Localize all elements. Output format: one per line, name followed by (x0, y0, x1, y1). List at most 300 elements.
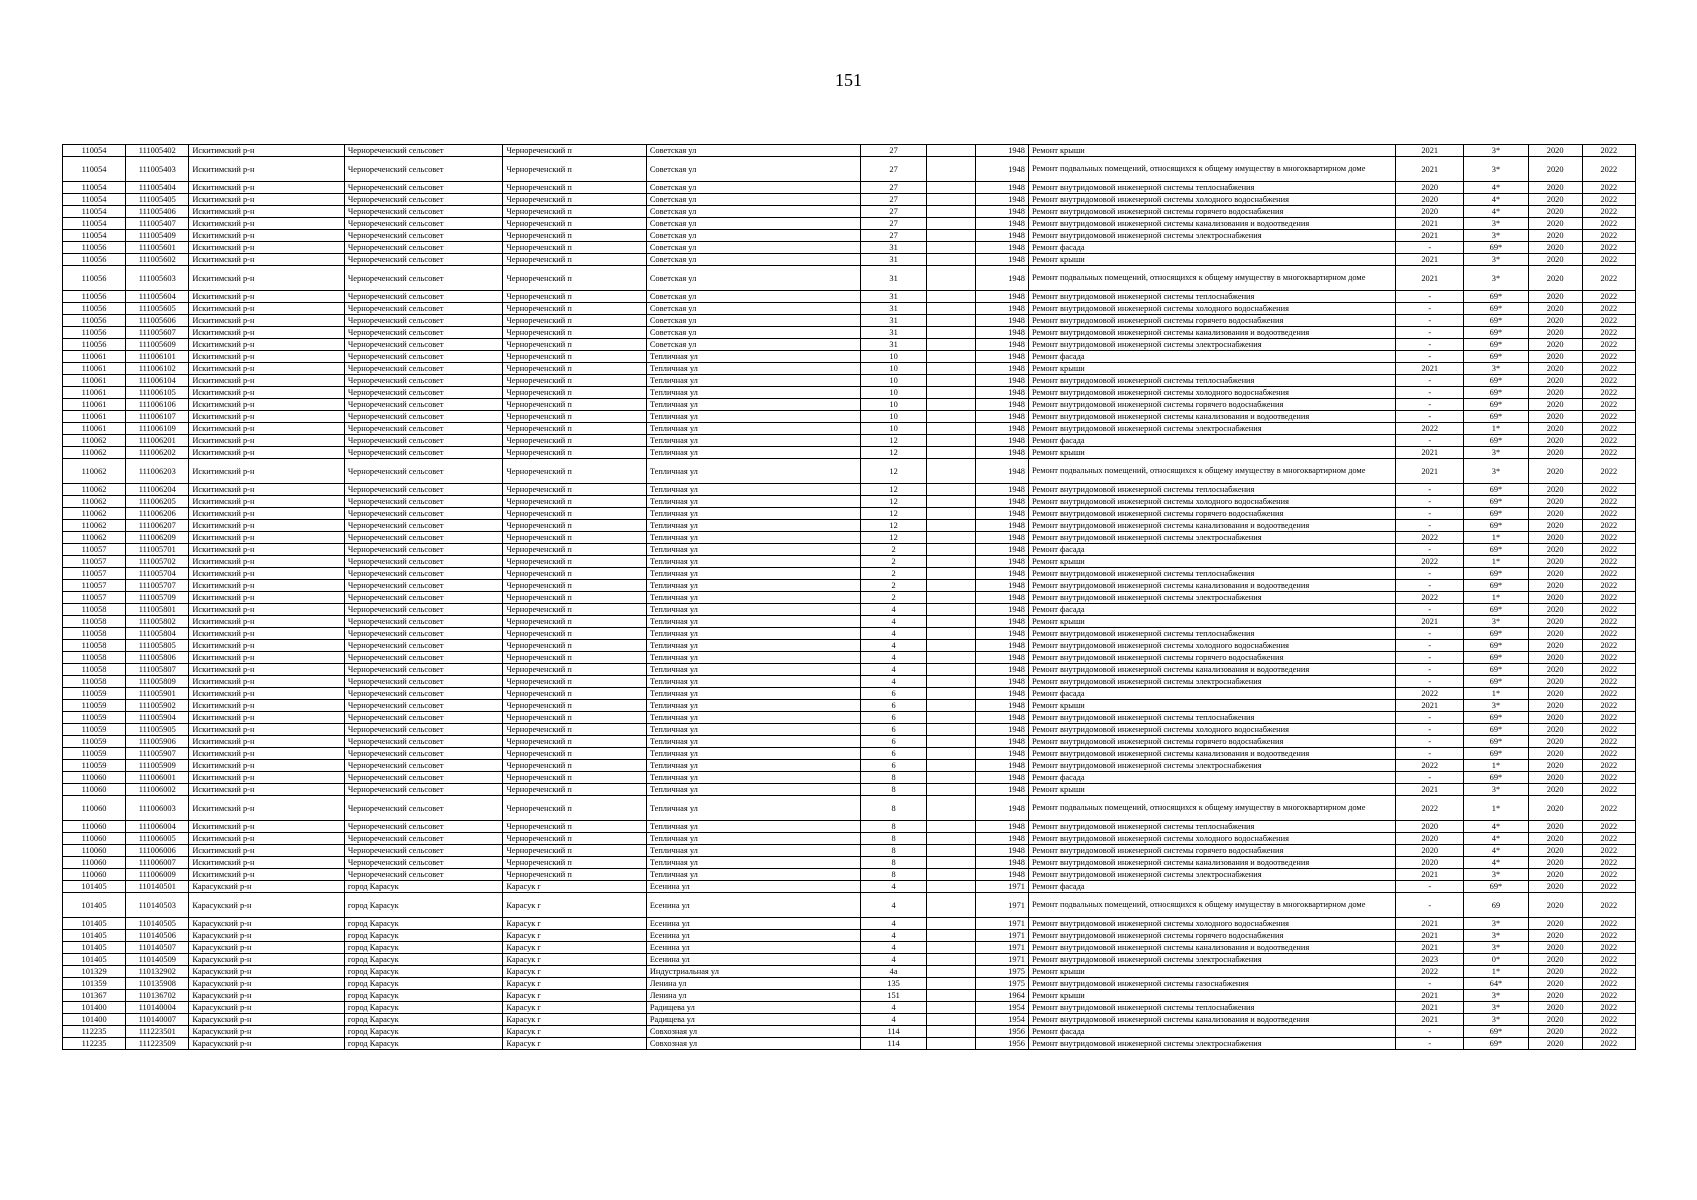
planned-year-cell: - (1396, 399, 1464, 411)
wear-cell: 69* (1464, 520, 1528, 532)
district-cell: Искитимский р-н (189, 435, 344, 447)
planned-year-cell: 2020 (1396, 194, 1464, 206)
street-cell: Тепличная ул (646, 508, 861, 520)
street-cell: Советская ул (646, 218, 861, 230)
period-start-cell: 2020 (1528, 616, 1582, 628)
locality-cell: Карасук г (503, 942, 646, 954)
year-built-cell: 1948 (975, 303, 1028, 315)
house-number-cell: 4 (861, 918, 926, 930)
wear-cell: 69* (1464, 484, 1528, 496)
table-row (63, 484, 1636, 496)
street-cell: Советская ул (646, 157, 861, 182)
planned-year-cell: - (1396, 242, 1464, 254)
table-row (63, 496, 1636, 508)
wear-cell: 69* (1464, 604, 1528, 616)
wear-cell: 69* (1464, 640, 1528, 652)
planned-year-cell: 2020 (1396, 182, 1464, 194)
house-id-cell: 110062 (63, 520, 126, 532)
locality-cell: Чернореченский п (503, 254, 646, 266)
locality-cell: Чернореченский п (503, 291, 646, 303)
building-cell (926, 736, 975, 748)
locality-cell: Чернореченский п (503, 351, 646, 363)
house-number-cell: 27 (861, 157, 926, 182)
table-row (63, 845, 1636, 857)
locality-cell: Чернореченский п (503, 760, 646, 772)
house-number-cell: 12 (861, 435, 926, 447)
period-start-cell: 2020 (1528, 845, 1582, 857)
house-id-cell: 110062 (63, 435, 126, 447)
street-cell: Тепличная ул (646, 748, 861, 760)
period-start-cell: 2020 (1528, 857, 1582, 869)
settlement-cell: Чернореченский сельсовет (344, 736, 503, 748)
locality-cell: Чернореченский п (503, 327, 646, 339)
planned-year-cell: - (1396, 315, 1464, 327)
year-built-cell: 1948 (975, 206, 1028, 218)
period-start-cell: 2020 (1528, 918, 1582, 930)
planned-year-cell: - (1396, 568, 1464, 580)
work-type-cell: Ремонт внутридомовой инженерной системы горячего водоснабжения (1028, 206, 1395, 218)
work-type-cell: Ремонт внутридомовой инженерной системы канализования и водоотведения (1028, 327, 1395, 339)
table-row (63, 242, 1636, 254)
year-built-cell: 1971 (975, 954, 1028, 966)
locality-cell: Чернореченский п (503, 736, 646, 748)
planned-year-cell: 2021 (1396, 942, 1464, 954)
year-built-cell: 1948 (975, 821, 1028, 833)
wear-cell: 69* (1464, 411, 1528, 423)
period-start-cell: 2020 (1528, 1014, 1582, 1026)
house-number-cell: 8 (861, 796, 926, 821)
work-id-cell: 111006006 (126, 845, 189, 857)
street-cell: Ленина ул (646, 990, 861, 1002)
street-cell: Советская ул (646, 145, 861, 157)
period-end-cell: 2022 (1582, 315, 1635, 327)
table-row (63, 893, 1636, 918)
period-start-cell: 2020 (1528, 881, 1582, 893)
district-cell: Искитимский р-н (189, 508, 344, 520)
planned-year-cell: 2022 (1396, 760, 1464, 772)
house-id-cell: 110061 (63, 351, 126, 363)
building-cell (926, 508, 975, 520)
settlement-cell: город Карасук (344, 893, 503, 918)
street-cell: Индустриальная ул (646, 966, 861, 978)
house-number-cell: 4 (861, 616, 926, 628)
wear-cell: 69* (1464, 291, 1528, 303)
period-start-cell: 2020 (1528, 736, 1582, 748)
wear-cell: 69* (1464, 544, 1528, 556)
period-start-cell: 2020 (1528, 580, 1582, 592)
house-id-cell: 110056 (63, 242, 126, 254)
year-built-cell: 1948 (975, 145, 1028, 157)
settlement-cell: Чернореченский сельсовет (344, 327, 503, 339)
wear-cell: 4* (1464, 182, 1528, 194)
house-number-cell: 12 (861, 532, 926, 544)
house-id-cell: 110061 (63, 375, 126, 387)
planned-year-cell: - (1396, 484, 1464, 496)
year-built-cell: 1956 (975, 1038, 1028, 1050)
settlement-cell: Чернореченский сельсовет (344, 447, 503, 459)
house-number-cell: 4 (861, 676, 926, 688)
district-cell: Карасукский р-н (189, 954, 344, 966)
wear-cell: 3* (1464, 266, 1528, 291)
settlement-cell: Чернореченский сельсовет (344, 664, 503, 676)
work-type-cell: Ремонт внутридомовой инженерной системы холодного водоснабжения (1028, 918, 1395, 930)
period-start-cell: 2020 (1528, 496, 1582, 508)
period-start-cell: 2020 (1528, 1002, 1582, 1014)
period-start-cell: 2020 (1528, 592, 1582, 604)
house-number-cell: 10 (861, 351, 926, 363)
period-start-cell: 2020 (1528, 784, 1582, 796)
street-cell: Советская ул (646, 206, 861, 218)
locality-cell: Чернореченский п (503, 411, 646, 423)
locality-cell: Чернореченский п (503, 435, 646, 447)
building-cell (926, 748, 975, 760)
building-cell (926, 351, 975, 363)
year-built-cell: 1948 (975, 784, 1028, 796)
locality-cell: Чернореченский п (503, 399, 646, 411)
district-cell: Искитимский р-н (189, 772, 344, 784)
table-row (63, 532, 1636, 544)
house-number-cell: 12 (861, 496, 926, 508)
settlement-cell: Чернореченский сельсовет (344, 145, 503, 157)
planned-year-cell: 2021 (1396, 869, 1464, 881)
street-cell: Тепличная ул (646, 435, 861, 447)
work-type-cell: Ремонт внутридомовой инженерной системы теплоснабжения (1028, 712, 1395, 724)
street-cell: Тепличная ул (646, 640, 861, 652)
district-cell: Карасукский р-н (189, 881, 344, 893)
period-start-cell: 2020 (1528, 459, 1582, 484)
house-id-cell: 110061 (63, 411, 126, 423)
planned-year-cell: 2021 (1396, 930, 1464, 942)
wear-cell: 69* (1464, 568, 1528, 580)
settlement-cell: Чернореченский сельсовет (344, 218, 503, 230)
planned-year-cell: - (1396, 411, 1464, 423)
locality-cell: Чернореченский п (503, 218, 646, 230)
period-start-cell: 2020 (1528, 833, 1582, 845)
year-built-cell: 1971 (975, 881, 1028, 893)
period-start-cell: 2020 (1528, 628, 1582, 640)
district-cell: Карасукский р-н (189, 942, 344, 954)
wear-cell: 3* (1464, 700, 1528, 712)
work-id-cell: 111005806 (126, 652, 189, 664)
house-number-cell: 27 (861, 182, 926, 194)
period-end-cell: 2022 (1582, 375, 1635, 387)
house-number-cell: 10 (861, 423, 926, 435)
work-type-cell: Ремонт внутридомовой инженерной системы электроснабжения (1028, 954, 1395, 966)
house-id-cell: 110060 (63, 821, 126, 833)
street-cell: Тепличная ул (646, 664, 861, 676)
period-end-cell: 2022 (1582, 978, 1635, 990)
building-cell (926, 1038, 975, 1050)
planned-year-cell: 2021 (1396, 700, 1464, 712)
house-number-cell: 10 (861, 387, 926, 399)
settlement-cell: Чернореченский сельсовет (344, 580, 503, 592)
period-end-cell: 2022 (1582, 966, 1635, 978)
table-row (63, 411, 1636, 423)
period-end-cell: 2022 (1582, 399, 1635, 411)
building-cell (926, 556, 975, 568)
settlement-cell: Чернореченский сельсовет (344, 616, 503, 628)
planned-year-cell: - (1396, 748, 1464, 760)
building-cell (926, 399, 975, 411)
year-built-cell: 1948 (975, 869, 1028, 881)
period-end-cell: 2022 (1582, 628, 1635, 640)
work-id-cell: 111006207 (126, 520, 189, 532)
table-row (63, 784, 1636, 796)
district-cell: Искитимский р-н (189, 423, 344, 435)
planned-year-cell: - (1396, 580, 1464, 592)
work-id-cell: 111006007 (126, 857, 189, 869)
year-built-cell: 1975 (975, 966, 1028, 978)
period-start-cell: 2020 (1528, 772, 1582, 784)
settlement-cell: Чернореченский сельсовет (344, 760, 503, 772)
planned-year-cell: 2021 (1396, 230, 1464, 242)
house-id-cell: 110054 (63, 157, 126, 182)
table-row (63, 363, 1636, 375)
work-type-cell: Ремонт подвальных помещений, относящихся к общему имуществу в многоквартирном доме (1028, 157, 1395, 182)
planned-year-cell: - (1396, 712, 1464, 724)
house-number-cell: 8 (861, 772, 926, 784)
table-row (63, 966, 1636, 978)
street-cell: Советская ул (646, 303, 861, 315)
period-end-cell: 2022 (1582, 664, 1635, 676)
street-cell: Ленина ул (646, 978, 861, 990)
period-end-cell: 2022 (1582, 604, 1635, 616)
table-row (63, 760, 1636, 772)
work-type-cell: Ремонт внутридомовой инженерной системы горячего водоснабжения (1028, 930, 1395, 942)
period-start-cell: 2020 (1528, 724, 1582, 736)
table-row (63, 315, 1636, 327)
house-number-cell: 10 (861, 411, 926, 423)
locality-cell: Чернореченский п (503, 821, 646, 833)
table-row (63, 447, 1636, 459)
work-type-cell: Ремонт подвальных помещений, относящихся к общему имуществу в многоквартирном доме (1028, 266, 1395, 291)
year-built-cell: 1971 (975, 893, 1028, 918)
year-built-cell: 1948 (975, 157, 1028, 182)
year-built-cell: 1948 (975, 580, 1028, 592)
table-row (63, 604, 1636, 616)
period-start-cell: 2020 (1528, 942, 1582, 954)
planned-year-cell: - (1396, 676, 1464, 688)
house-id-cell: 110056 (63, 303, 126, 315)
period-end-cell: 2022 (1582, 1026, 1635, 1038)
house-id-cell: 110060 (63, 869, 126, 881)
work-type-cell: Ремонт внутридомовой инженерной системы электроснабжения (1028, 592, 1395, 604)
year-built-cell: 1948 (975, 242, 1028, 254)
district-cell: Искитимский р-н (189, 580, 344, 592)
year-built-cell: 1948 (975, 435, 1028, 447)
wear-cell: 4* (1464, 857, 1528, 869)
work-type-cell: Ремонт внутридомовой инженерной системы холодного водоснабжения (1028, 194, 1395, 206)
period-end-cell: 2022 (1582, 351, 1635, 363)
locality-cell: Чернореченский п (503, 520, 646, 532)
work-id-cell: 111005602 (126, 254, 189, 266)
work-id-cell: 111005906 (126, 736, 189, 748)
house-id-cell: 101405 (63, 930, 126, 942)
district-cell: Карасукский р-н (189, 893, 344, 918)
planned-year-cell: - (1396, 881, 1464, 893)
settlement-cell: Чернореченский сельсовет (344, 375, 503, 387)
work-id-cell: 111005909 (126, 760, 189, 772)
year-built-cell: 1948 (975, 194, 1028, 206)
wear-cell: 4* (1464, 833, 1528, 845)
work-type-cell: Ремонт крыши (1028, 556, 1395, 568)
locality-cell: Чернореченский п (503, 375, 646, 387)
settlement-cell: Чернореченский сельсовет (344, 544, 503, 556)
building-cell (926, 375, 975, 387)
period-end-cell: 2022 (1582, 857, 1635, 869)
table-row (63, 954, 1636, 966)
district-cell: Искитимский р-н (189, 327, 344, 339)
work-type-cell: Ремонт внутридомовой инженерной системы горячего водоснабжения (1028, 736, 1395, 748)
work-type-cell: Ремонт внутридомовой инженерной системы канализования и водоотведения (1028, 857, 1395, 869)
work-id-cell: 111005907 (126, 748, 189, 760)
house-number-cell: 6 (861, 736, 926, 748)
period-end-cell: 2022 (1582, 496, 1635, 508)
table-row (63, 266, 1636, 291)
district-cell: Карасукский р-н (189, 978, 344, 990)
locality-cell: Чернореченский п (503, 182, 646, 194)
wear-cell: 3* (1464, 218, 1528, 230)
locality-cell: Чернореченский п (503, 508, 646, 520)
district-cell: Карасукский р-н (189, 966, 344, 978)
building-cell (926, 423, 975, 435)
street-cell: Есенина ул (646, 930, 861, 942)
period-end-cell: 2022 (1582, 339, 1635, 351)
house-id-cell: 110058 (63, 640, 126, 652)
period-end-cell: 2022 (1582, 796, 1635, 821)
locality-cell: Чернореченский п (503, 315, 646, 327)
work-type-cell: Ремонт фасада (1028, 351, 1395, 363)
table-row (63, 435, 1636, 447)
work-type-cell: Ремонт внутридомовой инженерной системы теплоснабжения (1028, 568, 1395, 580)
wear-cell: 3* (1464, 990, 1528, 1002)
table-row (63, 640, 1636, 652)
street-cell: Советская ул (646, 242, 861, 254)
house-number-cell: 8 (861, 821, 926, 833)
building-cell (926, 327, 975, 339)
building-cell (926, 580, 975, 592)
district-cell: Искитимский р-н (189, 845, 344, 857)
period-end-cell: 2022 (1582, 592, 1635, 604)
period-end-cell: 2022 (1582, 157, 1635, 182)
district-cell: Искитимский р-н (189, 724, 344, 736)
table-row (63, 918, 1636, 930)
settlement-cell: город Карасук (344, 918, 503, 930)
year-built-cell: 1971 (975, 942, 1028, 954)
house-number-cell: 8 (861, 869, 926, 881)
work-id-cell: 111005603 (126, 266, 189, 291)
district-cell: Искитимский р-н (189, 532, 344, 544)
wear-cell: 69* (1464, 496, 1528, 508)
table-row (63, 700, 1636, 712)
wear-cell: 69* (1464, 375, 1528, 387)
wear-cell: 69 (1464, 893, 1528, 918)
settlement-cell: город Карасук (344, 930, 503, 942)
period-start-cell: 2020 (1528, 954, 1582, 966)
year-built-cell: 1948 (975, 724, 1028, 736)
wear-cell: 1* (1464, 423, 1528, 435)
planned-year-cell: 2022 (1396, 966, 1464, 978)
table-row (63, 592, 1636, 604)
wear-cell: 1* (1464, 688, 1528, 700)
work-type-cell: Ремонт внутридомовой инженерной системы электроснабжения (1028, 1038, 1395, 1050)
period-start-cell: 2020 (1528, 1038, 1582, 1050)
year-built-cell: 1948 (975, 399, 1028, 411)
house-id-cell: 101405 (63, 942, 126, 954)
planned-year-cell: 2021 (1396, 363, 1464, 375)
period-start-cell: 2020 (1528, 966, 1582, 978)
house-id-cell: 112235 (63, 1038, 126, 1050)
building-cell (926, 1026, 975, 1038)
period-end-cell: 2022 (1582, 423, 1635, 435)
street-cell: Тепличная ул (646, 604, 861, 616)
period-start-cell: 2020 (1528, 748, 1582, 760)
year-built-cell: 1948 (975, 363, 1028, 375)
locality-cell: Чернореченский п (503, 857, 646, 869)
period-start-cell: 2020 (1528, 291, 1582, 303)
street-cell: Тепличная ул (646, 459, 861, 484)
street-cell: Тепличная ул (646, 760, 861, 772)
table-body (63, 145, 1636, 1050)
settlement-cell: город Карасук (344, 1038, 503, 1050)
house-id-cell: 110057 (63, 544, 126, 556)
table-row (63, 459, 1636, 484)
year-built-cell: 1948 (975, 712, 1028, 724)
planned-year-cell: 2022 (1396, 556, 1464, 568)
planned-year-cell: - (1396, 640, 1464, 652)
house-id-cell: 110054 (63, 194, 126, 206)
locality-cell: Чернореченский п (503, 724, 646, 736)
work-type-cell: Ремонт крыши (1028, 254, 1395, 266)
period-start-cell: 2020 (1528, 700, 1582, 712)
planned-year-cell: 2021 (1396, 784, 1464, 796)
house-id-cell: 110060 (63, 845, 126, 857)
district-cell: Искитимский р-н (189, 339, 344, 351)
period-start-cell: 2020 (1528, 435, 1582, 447)
work-id-cell: 111006107 (126, 411, 189, 423)
house-number-cell: 31 (861, 254, 926, 266)
building-cell (926, 496, 975, 508)
wear-cell: 69* (1464, 676, 1528, 688)
period-end-cell: 2022 (1582, 544, 1635, 556)
building-cell (926, 544, 975, 556)
street-cell: Тепличная ул (646, 736, 861, 748)
table-row (63, 303, 1636, 315)
settlement-cell: Чернореченский сельсовет (344, 796, 503, 821)
work-id-cell: 111005802 (126, 616, 189, 628)
planned-year-cell: 2020 (1396, 206, 1464, 218)
period-start-cell: 2020 (1528, 182, 1582, 194)
district-cell: Искитимский р-н (189, 145, 344, 157)
wear-cell: 1* (1464, 796, 1528, 821)
locality-cell: Чернореченский п (503, 712, 646, 724)
work-type-cell: Ремонт фасада (1028, 544, 1395, 556)
street-cell: Тепличная ул (646, 784, 861, 796)
locality-cell: Чернореченский п (503, 652, 646, 664)
house-id-cell: 110059 (63, 736, 126, 748)
year-built-cell: 1948 (975, 736, 1028, 748)
house-number-cell: 12 (861, 447, 926, 459)
planned-year-cell: 2022 (1396, 592, 1464, 604)
planned-year-cell: 2021 (1396, 218, 1464, 230)
house-number-cell: 31 (861, 327, 926, 339)
house-id-cell: 110062 (63, 447, 126, 459)
period-start-cell: 2020 (1528, 254, 1582, 266)
locality-cell: Чернореченский п (503, 532, 646, 544)
work-id-cell: 111006104 (126, 375, 189, 387)
settlement-cell: Чернореченский сельсовет (344, 520, 503, 532)
year-built-cell: 1948 (975, 664, 1028, 676)
